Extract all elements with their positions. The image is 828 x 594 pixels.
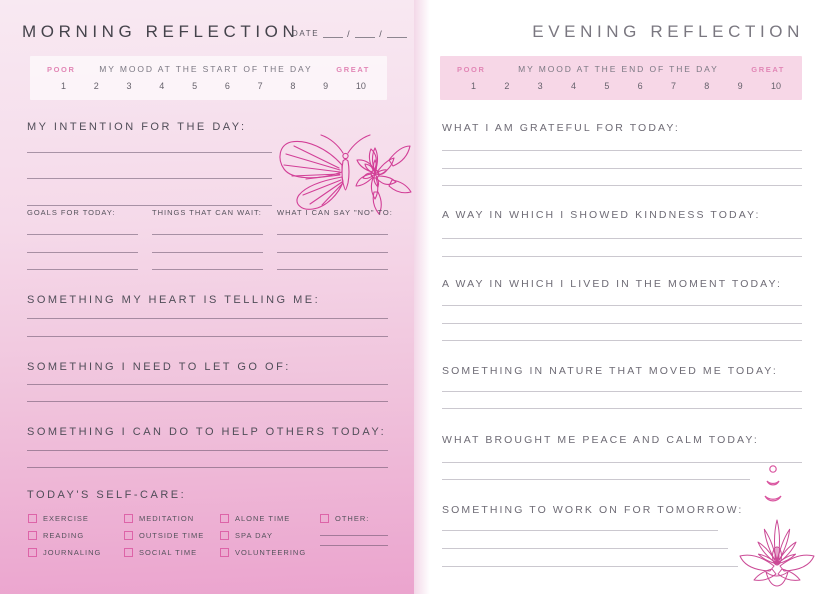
selfcare-option-label: MEDITATION [139,514,195,523]
mood-number-row [457,81,785,91]
butterfly-flower-illustration [272,120,412,220]
selfcare-option-meditation[interactable] [124,514,204,523]
checkbox-icon[interactable] [28,531,37,540]
writing-line[interactable] [27,234,138,235]
date-field[interactable] [292,28,407,38]
writing-line[interactable] [277,269,388,270]
say-no-label: WHAT I CAN SAY "NO" TO: [277,208,393,217]
writing-line[interactable] [27,252,138,253]
evening-page [414,0,828,594]
mood-scale-title: MY MOOD AT THE START OF THE DAY [99,64,313,74]
mood-number-6[interactable]: 6 [637,81,643,91]
checkbox-icon[interactable] [28,514,37,523]
mood-number-5[interactable]: 5 [192,81,198,91]
selfcare-label: TODAY'S SELF-CARE: [27,489,187,501]
writing-line[interactable] [442,391,802,392]
selfcare-option-label: SOCIAL TIME [139,548,198,557]
writing-line[interactable] [442,548,728,549]
date-separator: / [379,29,384,39]
selfcare-column-4 [320,514,388,546]
grateful-label: WHAT I AM GRATEFUL FOR TODAY: [442,122,680,134]
mood-number-4[interactable]: 4 [159,81,165,91]
writing-line[interactable] [442,323,802,324]
mood-number-10[interactable]: 10 [355,81,366,91]
writing-line[interactable] [442,566,738,567]
selfcare-option-label: VOLUNTEERING [235,548,307,557]
writing-line[interactable] [442,462,802,463]
mood-number-9[interactable]: 9 [323,81,329,91]
heart-label: SOMETHING MY HEART IS TELLING ME: [27,294,321,306]
mood-number-row [47,81,370,91]
selfcare-option-label: JOURNALING [43,548,102,557]
mood-high-label: GREAT [751,65,785,74]
writing-line[interactable] [27,205,272,206]
writing-line[interactable] [442,340,802,341]
checkbox-icon[interactable] [320,514,329,523]
date-blank-year[interactable] [387,28,407,38]
selfcare-option-label: OUTSIDE TIME [139,531,205,540]
selfcare-option-label: EXERCISE [43,514,89,523]
page-title-evening: EVENING REFLECTION [532,22,804,41]
selfcare-column-2 [124,514,204,557]
mood-number-10[interactable]: 10 [770,81,781,91]
mood-number-1[interactable]: 1 [61,81,67,91]
selfcare-option-label: OTHER: [335,514,370,523]
intention-label: MY INTENTION FOR THE DAY: [27,121,247,133]
selfcare-column-1 [28,514,101,557]
writing-line[interactable] [320,545,388,546]
mood-low-label: POOR [47,65,76,74]
selfcare-option-reading[interactable] [28,531,101,540]
writing-line[interactable] [27,450,388,451]
selfcare-option-alone-time[interactable] [220,514,306,523]
mood-number-3[interactable]: 3 [126,81,132,91]
writing-line[interactable] [442,408,802,409]
mood-number-7[interactable]: 7 [670,81,676,91]
mood-scale-morning [30,56,387,100]
mood-number-8[interactable]: 8 [704,81,710,91]
tomorrow-label: SOMETHING TO WORK ON FOR TOMORROW: [442,504,744,516]
nature-label: SOMETHING IN NATURE THAT MOVED ME TODAY: [442,365,778,377]
selfcare-option-label: SPA DAY [235,531,273,540]
writing-line[interactable] [442,479,750,480]
moon-phases-icon [762,464,784,512]
moment-label: A WAY IN WHICH I LIVED IN THE MOMENT TODAY: [442,278,783,290]
checkbox-icon[interactable] [124,531,133,540]
checkbox-icon[interactable] [124,514,133,523]
mood-number-9[interactable]: 9 [737,81,743,91]
mood-number-5[interactable]: 5 [604,81,610,91]
writing-line[interactable] [442,185,802,186]
peace-label: WHAT BROUGHT ME PEACE AND CALM TODAY: [442,434,759,446]
checkbox-icon[interactable] [220,531,229,540]
writing-line[interactable] [442,150,802,151]
mood-scale-evening [440,56,802,100]
goals-label: GOALS FOR TODAY: [27,208,116,217]
writing-line[interactable] [442,256,802,257]
mood-number-2[interactable]: 2 [504,81,510,91]
checkbox-icon[interactable] [28,548,37,557]
writing-line[interactable] [27,178,272,179]
date-blank-month[interactable] [355,28,375,38]
writing-line[interactable] [152,252,263,253]
selfcare-option-outside-time[interactable] [124,531,204,540]
writing-line[interactable] [152,269,263,270]
selfcare-option-label: ALONE TIME [235,514,291,523]
writing-line[interactable] [27,269,138,270]
writing-line[interactable] [27,152,272,153]
mood-number-6[interactable]: 6 [224,81,230,91]
writing-line[interactable] [152,234,263,235]
writing-line[interactable] [277,234,388,235]
mood-number-3[interactable]: 3 [537,81,543,91]
writing-line[interactable] [442,168,802,169]
date-label: DATE [292,29,320,38]
date-separator: / [347,29,352,39]
writing-line[interactable] [27,318,388,319]
writing-line[interactable] [442,305,802,306]
mood-number-4[interactable]: 4 [570,81,576,91]
mood-number-1[interactable]: 1 [471,81,477,91]
writing-line[interactable] [277,252,388,253]
writing-line[interactable] [27,467,388,468]
help-others-label: SOMETHING I CAN DO TO HELP OTHERS TODAY: [27,426,387,438]
writing-line[interactable] [27,336,388,337]
selfcare-option-exercise[interactable] [28,514,101,523]
letgo-label: SOMETHING I NEED TO LET GO OF: [27,361,291,373]
lotus-illustration [732,514,822,592]
selfcare-option-label: READING [43,531,85,540]
page-title-morning: MORNING REFLECTION [22,22,300,41]
selfcare-option-journaling[interactable] [28,548,101,557]
mood-scale-title: MY MOOD AT THE END OF THE DAY [518,64,719,74]
selfcare-option-social-time[interactable] [124,548,204,557]
writing-line[interactable] [442,530,718,531]
checkbox-icon[interactable] [124,548,133,557]
kindness-label: A WAY IN WHICH I SHOWED KINDNESS TODAY: [442,209,761,221]
writing-line[interactable] [442,238,802,239]
mood-number-8[interactable]: 8 [290,81,296,91]
writing-line[interactable] [320,535,388,536]
mood-number-2[interactable]: 2 [93,81,99,91]
selfcare-option-spa-day[interactable] [220,531,306,540]
mood-low-label: POOR [457,65,486,74]
checkbox-icon[interactable] [220,548,229,557]
things-wait-label: THINGS THAT CAN WAIT: [152,208,262,217]
selfcare-option-volunteering[interactable] [220,548,306,557]
writing-line[interactable] [27,384,388,385]
selfcare-option-other[interactable] [320,514,388,523]
selfcare-column-3 [220,514,306,557]
mood-high-label: GREAT [336,65,370,74]
date-blank-day[interactable] [323,28,343,38]
checkbox-icon[interactable] [220,514,229,523]
writing-line[interactable] [27,401,388,402]
mood-number-7[interactable]: 7 [257,81,263,91]
